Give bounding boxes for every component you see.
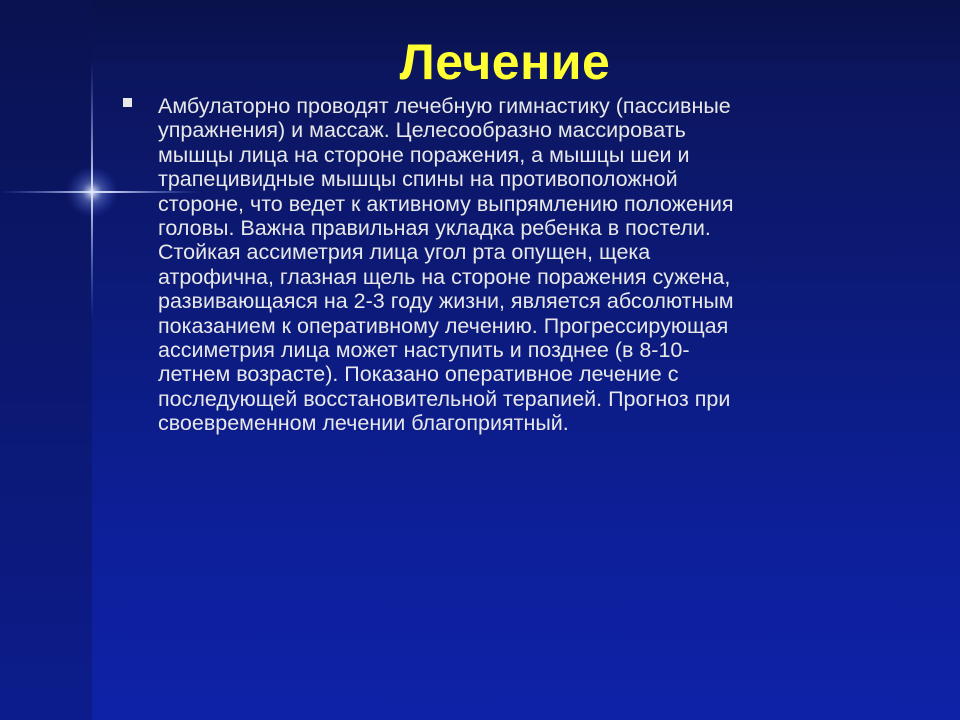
square-bullet-icon [123, 98, 132, 107]
slide-title: Лечение [399, 34, 611, 90]
bullet-text: Амбулаторно проводят лечебную гимнастику (пассивные упражнения) и массаж. Целесообразно массировать мышцы лица на стороне поражения, а мышцы шеи и трапецивидные мышцы спины на противоположной стороне, что ведет к активному выпрямлению положения головы. Важна правильная укладка ребенка в постели. Стойкая ассиметрия лица угол рта опущен, щека атрофична, глазная щель на стороне поражения сужена, развивающаяся на 2-3 году жизни, является абсолютным показанием к оперативному лечению. Прогрессирующая ассиметрия лица может наступить и позднее (в 8-10- летнем возрасте). Показано оперативное лечение с последующей восстановительной терапией. Прогноз при своевременном лечении благоприятный. [158, 94, 734, 436]
